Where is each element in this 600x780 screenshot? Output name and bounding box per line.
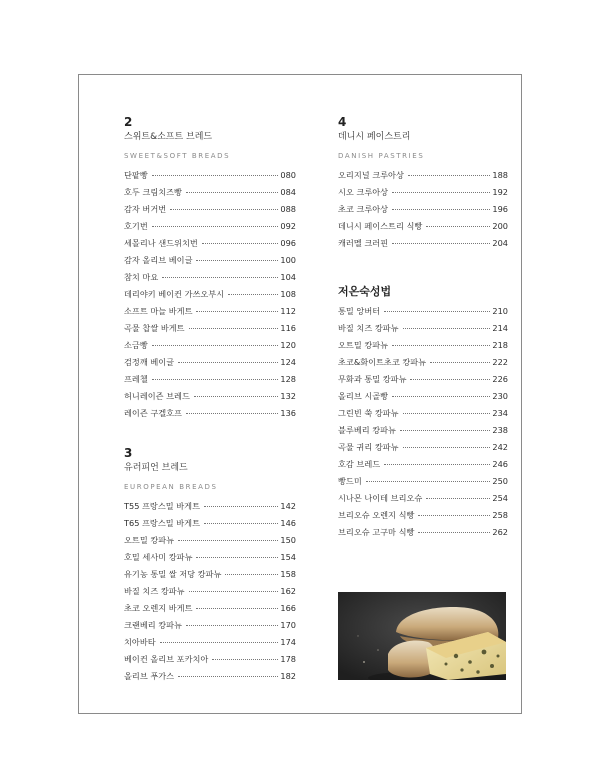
toc-entry-title: 감자 올리브 베이글 <box>124 255 193 265</box>
toc-entry-page: 246 <box>492 459 508 469</box>
dot-leader <box>162 277 278 278</box>
toc-entry-page: 128 <box>280 374 296 384</box>
toc-entry-title: 베이컨 올리브 포카치아 <box>124 654 209 664</box>
toc-entry[interactable] <box>124 408 296 425</box>
dot-leader <box>189 328 279 329</box>
dot-leader <box>366 481 491 482</box>
toc-entry[interactable] <box>338 510 508 527</box>
dot-leader <box>152 379 279 380</box>
toc-entry-page: 170 <box>280 620 296 630</box>
toc-entry[interactable] <box>124 637 296 654</box>
toc-list <box>124 501 296 688</box>
section-number: 4 <box>338 115 347 129</box>
dot-leader <box>418 532 490 533</box>
toc-entry-page: 108 <box>280 289 296 299</box>
section-european <box>124 446 296 688</box>
dot-leader <box>178 676 278 677</box>
toc-entry[interactable] <box>338 408 508 425</box>
section-title: 저온숙성법 <box>338 285 392 298</box>
toc-entry[interactable] <box>124 552 296 569</box>
toc-entry-page: 112 <box>280 306 296 316</box>
toc-entry[interactable] <box>124 187 296 204</box>
toc-entry-title: 치아바타 <box>124 637 156 647</box>
dot-leader <box>426 498 490 499</box>
toc-entry-page: 166 <box>280 603 296 613</box>
toc-list <box>338 170 508 255</box>
toc-entry-title: 참치 마요 <box>124 272 159 282</box>
toc-entry-page: 178 <box>280 654 296 664</box>
toc-entry-title: T55 프랑스밀 바게트 <box>124 501 200 511</box>
dot-leader <box>408 175 490 176</box>
toc-entry-title: 검정깨 베이글 <box>124 357 175 367</box>
bread-illustration <box>338 592 506 680</box>
toc-entry-page: 162 <box>280 586 296 596</box>
toc-entry[interactable] <box>338 527 508 544</box>
toc-entry[interactable] <box>338 493 508 510</box>
section-danish <box>338 115 508 255</box>
toc-entry-title: 유기농 통밀 쌀 저당 캉파뉴 <box>124 569 222 579</box>
toc-entry-title: 소프트 마늘 바게트 <box>124 306 193 316</box>
dot-leader <box>426 226 490 227</box>
toc-entry-title: 초코&화이트초코 캉파뉴 <box>338 357 427 367</box>
toc-entry-page: 158 <box>280 569 296 579</box>
toc-entry-page: 242 <box>492 442 508 452</box>
toc-entry-title: 바질 치즈 캉파뉴 <box>124 586 185 596</box>
dot-leader <box>392 345 490 346</box>
dot-leader <box>189 591 279 592</box>
toc-entry-page: 150 <box>280 535 296 545</box>
dot-leader <box>204 506 278 507</box>
dot-leader <box>152 175 279 176</box>
toc-entry-page: 124 <box>280 357 296 367</box>
toc-entry-title: 초코 크루아상 <box>338 204 389 214</box>
dot-leader <box>430 362 490 363</box>
section-subtitle-en: SWEET&SOFT BREADS <box>124 152 231 160</box>
toc-entry-page: 210 <box>492 306 508 316</box>
toc-entry-page: 088 <box>280 204 296 214</box>
toc-entry-title: 캐러멜 크러핀 <box>338 238 389 248</box>
toc-entry[interactable] <box>124 518 296 535</box>
toc-entry-page: 142 <box>280 501 296 511</box>
dot-leader <box>204 523 278 524</box>
toc-entry-title: 호밀 세사미 캉파뉴 <box>124 552 193 562</box>
dot-leader <box>212 659 278 660</box>
toc-entry-title: 데니시 페이스트리 식빵 <box>338 221 423 231</box>
toc-entry-title: 오트밀 캉파뉴 <box>124 535 175 545</box>
toc-entry-page: 188 <box>492 170 508 180</box>
toc-entry-title: 빵드미 <box>338 476 362 486</box>
toc-entry-title: 프레첼 <box>124 374 148 384</box>
dot-leader <box>225 574 278 575</box>
toc-list <box>338 306 508 544</box>
toc-entry-page: 174 <box>280 637 296 647</box>
dot-leader <box>186 413 278 414</box>
toc-entry-title: 곡물 귀리 캉파뉴 <box>338 442 399 452</box>
dot-leader <box>384 311 490 312</box>
toc-entry-title: 호두 크림치즈빵 <box>124 187 182 197</box>
toc-entry-page: 234 <box>492 408 508 418</box>
toc-entry-title: T65 프랑스밀 바게트 <box>124 518 200 528</box>
toc-entry[interactable] <box>124 204 296 221</box>
toc-list <box>124 170 296 425</box>
toc-entry-page: 204 <box>492 238 508 248</box>
toc-entry-page: 154 <box>280 552 296 562</box>
toc-entry[interactable] <box>338 442 508 459</box>
dot-leader <box>186 192 278 193</box>
dot-leader <box>228 294 278 295</box>
toc-entry-page: 230 <box>492 391 508 401</box>
dot-leader <box>392 192 490 193</box>
dot-leader <box>202 243 279 244</box>
toc-entry-page: 222 <box>492 357 508 367</box>
toc-entry[interactable] <box>124 340 296 357</box>
toc-entry-page: 254 <box>492 493 508 503</box>
dot-leader <box>178 540 278 541</box>
dot-leader <box>196 260 278 261</box>
toc-entry-title: 블루베리 캉파뉴 <box>338 425 396 435</box>
dot-leader <box>194 396 278 397</box>
dot-leader <box>400 430 490 431</box>
toc-entry[interactable] <box>124 221 296 238</box>
toc-entry[interactable] <box>124 374 296 391</box>
toc-entry[interactable] <box>124 501 296 518</box>
dot-leader <box>178 362 278 363</box>
toc-entry[interactable] <box>124 238 296 255</box>
toc-entry[interactable] <box>338 459 508 476</box>
toc-entry-title: 허니레이즌 브레드 <box>124 391 190 401</box>
toc-entry-title: 무화과 통밀 캉파뉴 <box>338 374 407 384</box>
toc-entry[interactable] <box>338 170 508 187</box>
toc-entry[interactable] <box>124 272 296 289</box>
toc-entry-page: 116 <box>280 323 296 333</box>
dot-leader <box>196 557 278 558</box>
section-number: 3 <box>124 446 133 460</box>
section-title: 유러피언 브레드 <box>124 463 188 473</box>
dot-leader <box>384 464 490 465</box>
toc-entry[interactable] <box>124 603 296 620</box>
section-sweet-soft <box>124 115 296 425</box>
dot-leader <box>186 625 278 626</box>
dot-leader <box>196 311 278 312</box>
toc-entry-page: 100 <box>280 255 296 265</box>
toc-entry-page: 084 <box>280 187 296 197</box>
toc-entry-title: 초코 오렌지 바게트 <box>124 603 193 613</box>
toc-entry-title: 통밀 앙버터 <box>338 306 381 316</box>
toc-entry[interactable] <box>338 238 508 255</box>
toc-entry-page: 258 <box>492 510 508 520</box>
toc-entry-title: 브리오슈 오렌지 식빵 <box>338 510 415 520</box>
toc-entry-title: 올리브 시골빵 <box>338 391 389 401</box>
section-low-temp <box>338 285 508 544</box>
dot-leader <box>403 328 491 329</box>
dot-leader <box>152 345 279 346</box>
toc-entry-title: 단팥빵 <box>124 170 148 180</box>
dot-leader <box>403 413 491 414</box>
toc-entry-title: 데리야키 베이컨 가쓰오부시 <box>124 289 225 299</box>
toc-entry-title: 호기번 <box>124 221 148 231</box>
toc-entry-page: 146 <box>280 518 296 528</box>
toc-entry[interactable] <box>338 391 508 408</box>
toc-entry-title: 시나몬 나이테 브리오슈 <box>338 493 423 503</box>
toc-entry[interactable] <box>338 357 508 374</box>
toc-entry-page: 226 <box>492 374 508 384</box>
toc-entry[interactable] <box>124 306 296 323</box>
toc-entry[interactable] <box>338 425 508 442</box>
toc-entry-title: 오리지널 크루아상 <box>338 170 404 180</box>
bread-photo <box>338 592 506 680</box>
toc-entry-title: 올리브 푸가스 <box>124 671 175 681</box>
dot-leader <box>392 209 490 210</box>
toc-entry-page: 136 <box>280 408 296 418</box>
toc-entry[interactable] <box>338 221 508 238</box>
toc-entry-page: 214 <box>492 323 508 333</box>
dot-leader <box>392 243 490 244</box>
toc-entry-title: 감자 버거번 <box>124 204 167 214</box>
toc-entry-page: 080 <box>280 170 296 180</box>
toc-entry-page: 196 <box>492 204 508 214</box>
toc-entry[interactable] <box>338 340 508 357</box>
toc-entry-title: 레이즌 구겔호프 <box>124 408 182 418</box>
toc-entry[interactable] <box>338 323 508 340</box>
dot-leader <box>410 379 490 380</box>
toc-entry[interactable] <box>124 586 296 603</box>
section-title: 스위트&소프트 브레드 <box>124 132 213 142</box>
toc-entry[interactable] <box>338 374 508 391</box>
toc-entry[interactable] <box>124 170 296 187</box>
toc-entry[interactable] <box>124 357 296 374</box>
section-subtitle-en: DANISH PASTRIES <box>338 152 425 160</box>
toc-entry[interactable] <box>338 306 508 323</box>
section-title: 데니시 페이스트리 <box>338 132 411 142</box>
dot-leader <box>392 396 490 397</box>
toc-entry[interactable] <box>124 323 296 340</box>
toc-entry-page: 238 <box>492 425 508 435</box>
toc-entry-page: 120 <box>280 340 296 350</box>
section-number: 2 <box>124 115 133 129</box>
dot-leader <box>418 515 490 516</box>
toc-entry-page: 262 <box>492 527 508 537</box>
toc-entry-title: 오트밀 캉파뉴 <box>338 340 389 350</box>
toc-entry[interactable] <box>124 620 296 637</box>
toc-entry-title: 그린빈 쑥 캉파뉴 <box>338 408 399 418</box>
toc-entry-title: 세몰리나 샌드위치번 <box>124 238 198 248</box>
dot-leader <box>170 209 278 210</box>
dot-leader <box>196 608 278 609</box>
toc-entry[interactable] <box>124 535 296 552</box>
toc-entry[interactable] <box>124 391 296 408</box>
toc-entry-title: 호감 브레드 <box>338 459 381 469</box>
toc-entry[interactable] <box>124 255 296 272</box>
toc-entry-page: 104 <box>280 272 296 282</box>
toc-entry[interactable] <box>124 289 296 306</box>
toc-entry-page: 132 <box>280 391 296 401</box>
toc-entry[interactable] <box>124 654 296 671</box>
toc-entry[interactable] <box>338 204 508 221</box>
toc-entry-title: 곡물 찹쌀 바게트 <box>124 323 185 333</box>
dot-leader <box>152 226 279 227</box>
toc-entry-page: 250 <box>492 476 508 486</box>
toc-entry-page: 182 <box>280 671 296 681</box>
toc-entry[interactable] <box>338 187 508 204</box>
dot-leader <box>403 447 491 448</box>
toc-entry-page: 192 <box>492 187 508 197</box>
section-subtitle-en: EUROPEAN BREADS <box>124 483 218 491</box>
toc-entry-page: 218 <box>492 340 508 350</box>
toc-entry-title: 브리오슈 고구마 식빵 <box>338 527 415 537</box>
toc-entry-page: 092 <box>280 221 296 231</box>
toc-entry-title: 시오 크루아상 <box>338 187 389 197</box>
toc-entry-title: 바질 치즈 캉파뉴 <box>338 323 399 333</box>
dot-leader <box>160 642 279 643</box>
toc-entry[interactable] <box>124 569 296 586</box>
toc-entry-page: 200 <box>492 221 508 231</box>
toc-entry[interactable] <box>124 671 296 688</box>
toc-entry-title: 소금빵 <box>124 340 148 350</box>
toc-entry-page: 096 <box>280 238 296 248</box>
toc-entry[interactable] <box>338 476 508 493</box>
toc-entry-title: 크랜베리 캉파뉴 <box>124 620 182 630</box>
